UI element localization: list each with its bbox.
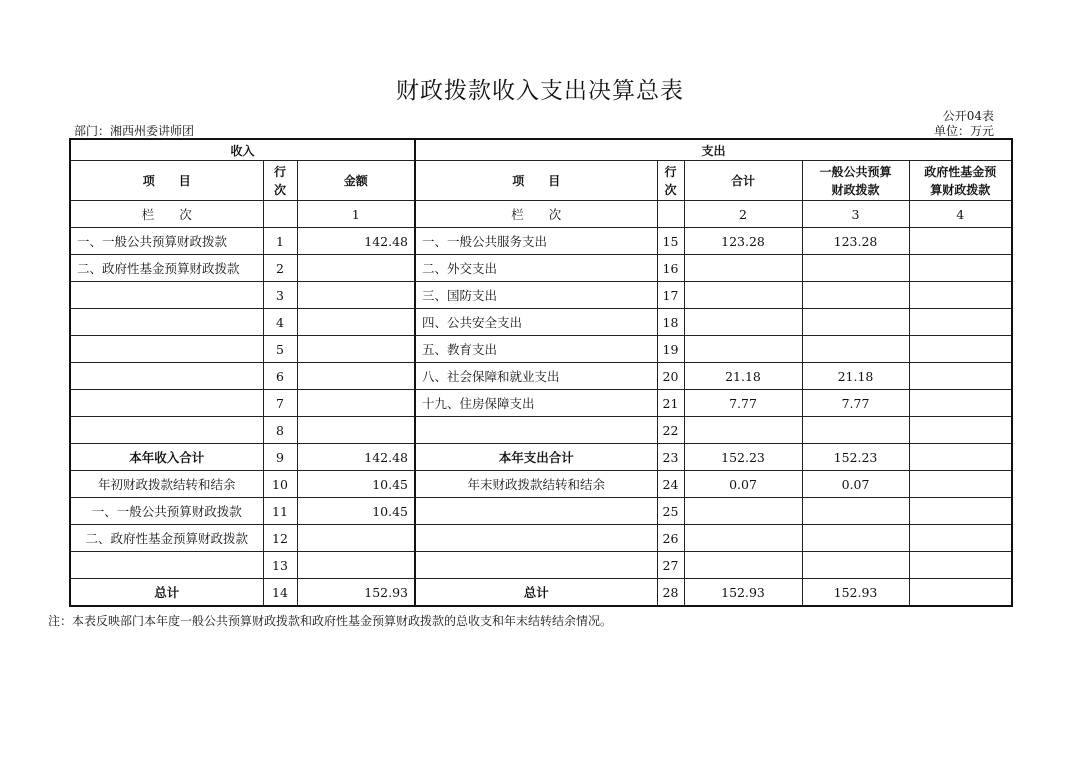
table-row (70, 309, 1012, 336)
expense-general-budget (802, 336, 909, 363)
expense-gov-fund (909, 471, 1012, 498)
expense-total: 152.23 (684, 444, 802, 471)
expense-row-no: 27 (657, 552, 684, 579)
expense-gov-fund (909, 552, 1012, 579)
income-amount (297, 417, 415, 444)
expense-gov-fund (909, 228, 1012, 255)
income-row-no: 3 (263, 282, 297, 309)
expense-general-budget (802, 498, 909, 525)
expense-item: 年末财政拨款结转和结余 (415, 471, 657, 498)
expense-row-no: 21 (657, 390, 684, 417)
income-amount: 10.45 (297, 498, 415, 525)
header-row-no-expense: 行 次 (657, 161, 684, 201)
income-item: 一、一般公共预算财政拨款 (70, 498, 263, 525)
unit-label: 单位：万元 (933, 124, 994, 138)
table-row (70, 552, 1012, 579)
expense-general-budget: 0.07 (802, 471, 909, 498)
expense-gov-fund (909, 525, 1012, 552)
group-header-row (70, 139, 1012, 161)
income-row-no: 9 (263, 444, 297, 471)
income-amount: 142.48 (297, 444, 415, 471)
fiscal-summary-table (69, 138, 1013, 607)
income-row-no: 10 (263, 471, 297, 498)
expense-general-budget: 123.28 (802, 228, 909, 255)
expense-gov-fund (909, 309, 1012, 336)
income-row-no: 7 (263, 390, 297, 417)
expense-general-budget (802, 282, 909, 309)
expense-total (684, 552, 802, 579)
col-index-2: 2 (684, 201, 802, 228)
expense-row-no: 25 (657, 498, 684, 525)
expense-item (415, 552, 657, 579)
income-group-header: 收入 (70, 139, 415, 161)
expense-gov-fund (909, 390, 1012, 417)
expense-total: 21.18 (684, 363, 802, 390)
table-row (70, 282, 1012, 309)
expense-row-no: 16 (657, 255, 684, 282)
header-item: 项 目 (70, 161, 263, 201)
income-item (70, 309, 263, 336)
income-item: 年初财政拨款结转和结余 (70, 471, 263, 498)
expense-total: 0.07 (684, 471, 802, 498)
column-header-row (70, 161, 1012, 201)
income-item (70, 552, 263, 579)
header-row-no: 行 次 (263, 161, 297, 201)
expense-row-no: 26 (657, 525, 684, 552)
expense-general-budget (802, 417, 909, 444)
income-item (70, 336, 263, 363)
income-row-no: 2 (263, 255, 297, 282)
expense-item: 一、一般公共服务支出 (415, 228, 657, 255)
table-row (70, 255, 1012, 282)
expense-item: 四、公共安全支出 (415, 309, 657, 336)
expense-gov-fund (909, 255, 1012, 282)
col-index-empty-2 (657, 201, 684, 228)
income-row-no: 4 (263, 309, 297, 336)
col-index-4: 4 (909, 201, 1012, 228)
expense-total (684, 417, 802, 444)
income-row-no: 5 (263, 336, 297, 363)
expense-general-budget (802, 309, 909, 336)
expense-item: 十九、住房保障支出 (415, 390, 657, 417)
expense-row-no: 15 (657, 228, 684, 255)
expense-item: 八、社会保障和就业支出 (415, 363, 657, 390)
table-row (70, 336, 1012, 363)
income-item: 二、政府性基金预算财政拨款 (70, 255, 263, 282)
header-item-expense: 项 目 (415, 161, 657, 201)
income-amount (297, 309, 415, 336)
expense-total (684, 309, 802, 336)
expense-row-no: 17 (657, 282, 684, 309)
expense-gov-fund (909, 579, 1012, 607)
table-row (70, 390, 1012, 417)
income-amount: 10.45 (297, 471, 415, 498)
expense-general-budget: 152.23 (802, 444, 909, 471)
form-code: 公开04表 (942, 109, 994, 123)
table-row (70, 525, 1012, 552)
table-row (70, 579, 1012, 607)
expense-item: 五、教育支出 (415, 336, 657, 363)
col-index-amount: 1 (297, 201, 415, 228)
table-row (70, 471, 1012, 498)
income-amount (297, 255, 415, 282)
table-row (70, 417, 1012, 444)
table-row (70, 498, 1012, 525)
page-title: 财政拨款收入支出决算总表 (396, 78, 684, 104)
income-amount (297, 525, 415, 552)
expense-total: 7.77 (684, 390, 802, 417)
expense-item (415, 525, 657, 552)
expense-item: 二、外交支出 (415, 255, 657, 282)
income-amount (297, 363, 415, 390)
income-row-no: 14 (263, 579, 297, 607)
expense-item: 总计 (415, 579, 657, 607)
expense-general-budget (802, 255, 909, 282)
header-gov-fund: 政府性基金预 算财政拨款 (909, 161, 1012, 201)
expense-total (684, 336, 802, 363)
income-item: 一、一般公共预算财政拨款 (70, 228, 263, 255)
expense-group-header: 支出 (415, 139, 1012, 161)
expense-total (684, 498, 802, 525)
expense-total (684, 282, 802, 309)
header-general-budget: 一般公共预算 财政拨款 (802, 161, 909, 201)
expense-row-no: 22 (657, 417, 684, 444)
expense-item (415, 417, 657, 444)
expense-general-budget: 152.93 (802, 579, 909, 607)
income-row-no: 6 (263, 363, 297, 390)
expense-row-no: 23 (657, 444, 684, 471)
table-row (70, 228, 1012, 255)
expense-row-no: 24 (657, 471, 684, 498)
expense-item (415, 498, 657, 525)
income-amount (297, 336, 415, 363)
expense-general-budget: 21.18 (802, 363, 909, 390)
expense-general-budget (802, 525, 909, 552)
col-index-empty (263, 201, 297, 228)
expense-total: 123.28 (684, 228, 802, 255)
income-item (70, 363, 263, 390)
income-row-no: 8 (263, 417, 297, 444)
expense-total (684, 255, 802, 282)
income-item: 本年收入合计 (70, 444, 263, 471)
income-amount (297, 390, 415, 417)
income-item (70, 282, 263, 309)
expense-total: 152.93 (684, 579, 802, 607)
income-row-no: 13 (263, 552, 297, 579)
expense-total (684, 525, 802, 552)
table-row (70, 444, 1012, 471)
expense-gov-fund (909, 498, 1012, 525)
expense-row-no: 19 (657, 336, 684, 363)
expense-gov-fund (909, 336, 1012, 363)
expense-row-no: 20 (657, 363, 684, 390)
header-total: 合计 (684, 161, 802, 201)
income-amount: 152.93 (297, 579, 415, 607)
expense-row-no: 18 (657, 309, 684, 336)
expense-gov-fund (909, 417, 1012, 444)
expense-row-no: 28 (657, 579, 684, 607)
income-row-no: 12 (263, 525, 297, 552)
expense-item: 三、国防支出 (415, 282, 657, 309)
expense-general-budget: 7.77 (802, 390, 909, 417)
footnote: 注：本表反映部门本年度一般公共预算财政拨款和政府性基金预算财政拨款的总收支和年末结转结余情况。 (48, 614, 613, 628)
income-amount (297, 282, 415, 309)
expense-gov-fund (909, 282, 1012, 309)
income-item (70, 417, 263, 444)
table-row (70, 363, 1012, 390)
expense-gov-fund (909, 363, 1012, 390)
income-item (70, 390, 263, 417)
expense-general-budget (802, 552, 909, 579)
header-amount: 金额 (297, 161, 415, 201)
income-amount: 142.48 (297, 228, 415, 255)
income-item: 二、政府性基金预算财政拨款 (70, 525, 263, 552)
income-row-no: 11 (263, 498, 297, 525)
income-row-no: 1 (263, 228, 297, 255)
income-item: 总计 (70, 579, 263, 607)
col-index-3: 3 (802, 201, 909, 228)
income-amount (297, 552, 415, 579)
column-index-row (70, 201, 1012, 228)
expense-gov-fund (909, 444, 1012, 471)
col-index-label-right: 栏 次 (415, 201, 657, 228)
expense-item: 本年支出合计 (415, 444, 657, 471)
department-label: 部门：湘西州委讲师团 (74, 124, 195, 138)
col-index-label-left: 栏 次 (70, 201, 263, 228)
